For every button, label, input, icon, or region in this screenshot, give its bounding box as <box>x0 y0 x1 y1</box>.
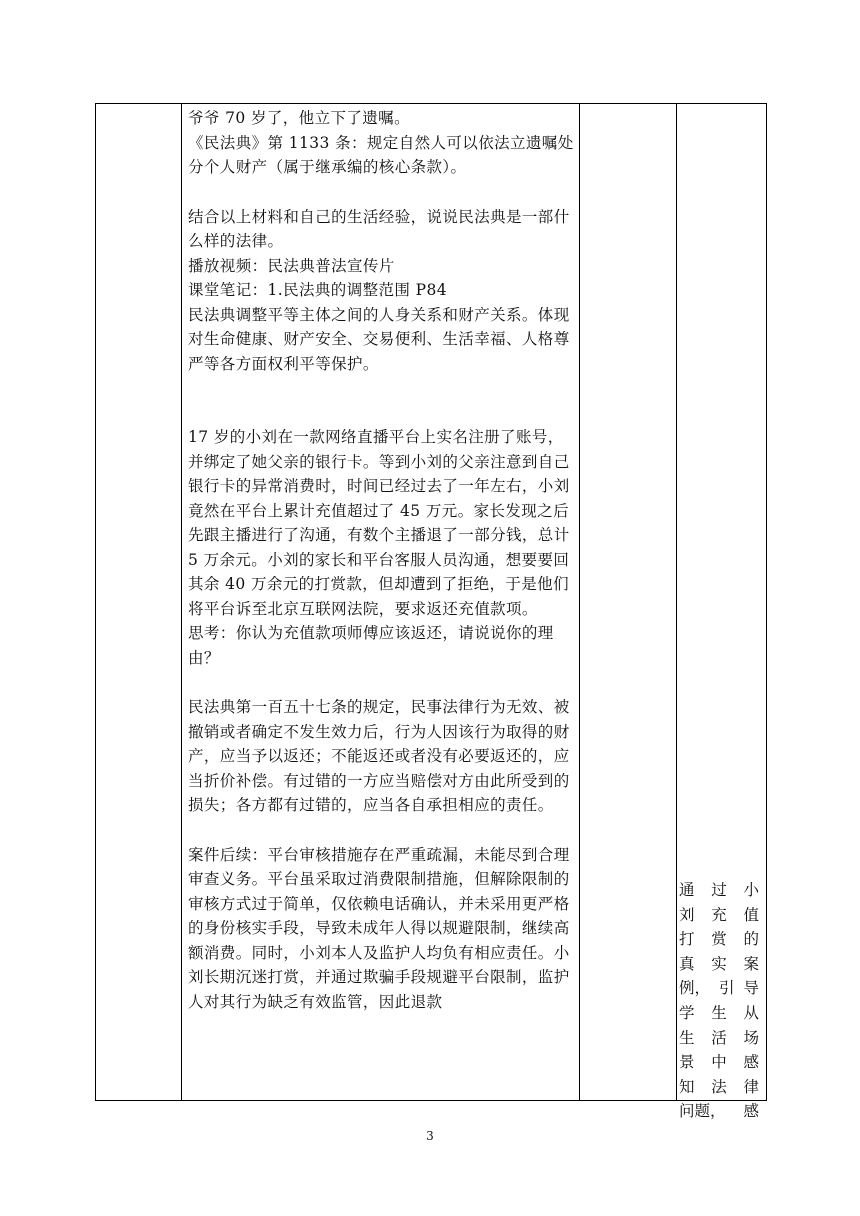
design-intent-char: 小 <box>743 881 759 899</box>
paragraph-class-notes: 课堂笔记：1.民法典的调整范围 P84 <box>188 281 447 299</box>
design-intent-char: 赏 <box>711 930 727 949</box>
design-intent-char: 实 <box>711 954 727 973</box>
design-intent-char: 景 <box>679 1053 695 1072</box>
design-intent-char: 知 <box>679 1077 695 1096</box>
design-intent-char: 法 <box>711 1077 727 1096</box>
design-intent-char: 中 <box>711 1053 727 1072</box>
paragraph-think-question: 思考：你认为充值款项师傅应该返还，请说说你的理由？ <box>188 624 554 667</box>
design-intent-char: 从 <box>743 1003 759 1022</box>
design-intent-char: 学 <box>679 1003 695 1022</box>
design-intent-char: 的 <box>743 930 759 949</box>
design-intent-char: 案 <box>743 954 759 973</box>
design-intent-char: 律 <box>743 1077 759 1096</box>
design-intent-char: 感 <box>743 1053 759 1072</box>
column-divider-2 <box>579 104 580 1100</box>
design-intent-line <box>679 878 759 903</box>
design-intent-char: 真 <box>679 954 695 973</box>
page-number: 3 <box>426 1129 434 1143</box>
column-divider-3 <box>676 104 677 1100</box>
design-intent-line <box>679 1001 759 1026</box>
paragraph-article-157: 民法典第一百五十七条的规定，民事法律行为无效、被撤销或者确定不发生效力后，行为人因该行为取得的财产，应当予以返还；不能返还或者没有必要返还的，应当折价补偿。有过错的一方应当赔偿对方由此所受到的损失；各方都有过错的，应当各自承担相应的责任。 <box>188 698 570 814</box>
paragraph-scope: 民法典调整平等主体之间的人身关系和财产关系。体现对生命健康、财产安全、交易便利、生活幸福、人格尊严等各方面权利平等保护。 <box>188 305 570 373</box>
design-intent-cell <box>679 878 759 1124</box>
design-intent-char: 值 <box>743 905 759 924</box>
paragraph-civil-code-1133: 《民法典》第 1133 条：规定自然人可以依法立遗嘱处分个人财产（属于继承编的核心条款）。 <box>188 133 574 176</box>
design-intent-char: 场 <box>743 1028 759 1047</box>
column-divider-1 <box>181 104 182 1100</box>
design-intent-char: 例， <box>679 979 711 998</box>
design-intent-line <box>679 952 759 977</box>
design-intent-char: 刘 <box>679 905 695 924</box>
design-intent-line <box>679 903 759 928</box>
design-intent-char: 活 <box>711 1028 727 1047</box>
design-intent-char: 问题， <box>679 1102 726 1121</box>
design-intent-line <box>679 976 759 1001</box>
teaching-content-cell <box>188 106 578 1014</box>
paragraph-case-followup: 案件后续：平台审核措施存在严重疏漏，未能尽到合理审查义务。平台虽采取过消费限制措施，但解除限制的审核方式过于简单，仅依赖电话确认，并未采用更严格的身份核实手段，导致未成年人得以规避限制，继续高额消费。同时，小刘本人及监护人均负有相应责任。小刘长期沉迷打赏，并通过欺骗手段规避平台限制，监护人对其行为缺乏有效监管，因此退款 <box>188 845 570 1011</box>
design-intent-line <box>679 1050 759 1075</box>
design-intent-char: 打 <box>679 930 695 949</box>
design-intent-char: 生 <box>679 1028 695 1047</box>
lesson-table <box>95 103 767 1121</box>
design-intent-char: 感 <box>743 1102 759 1121</box>
design-intent-line <box>679 927 759 952</box>
design-intent-char: 引 <box>718 979 735 998</box>
paragraph-grandpa-will: 爷爷 70 岁了，他立下了遗嘱。 <box>188 109 410 127</box>
design-intent-line <box>679 1075 759 1100</box>
design-intent-line <box>679 1026 759 1051</box>
design-intent-line <box>679 1099 759 1124</box>
design-intent-char: 导 <box>743 979 759 998</box>
paragraph-case-xiaoliu: 17 岁的小刘在一款网络直播平台上实名注册了账号，并绑定了她父亲的银行卡。等到小刘的父亲注意到自己银行卡的异常消费时，时间已经过去了一年左右，小刘竟然在平台上累计充值超过了 45 万元。家长发现之后先跟主播进行了沟通，有数个主播退了一部分钱，总计 5 万余元。小刘的家长和平台客服人员沟通，想要要回其余 40 万余元的打赏款，但却遭到了拒绝，于是他们将平台诉至北京互联网法院，要求返还充值款项。 <box>188 428 570 618</box>
design-intent-char: 充 <box>711 905 727 924</box>
design-intent-char: 生 <box>711 1003 727 1022</box>
paragraph-video: 播放视频：民法典普法宣传片 <box>188 256 395 275</box>
paragraph-discussion-prompt: 结合以上材料和自己的生活经验，说说民法典是一部什么样的法律。 <box>188 207 570 250</box>
design-intent-char: 通 <box>679 881 695 899</box>
design-intent-char: 过 <box>711 881 727 899</box>
